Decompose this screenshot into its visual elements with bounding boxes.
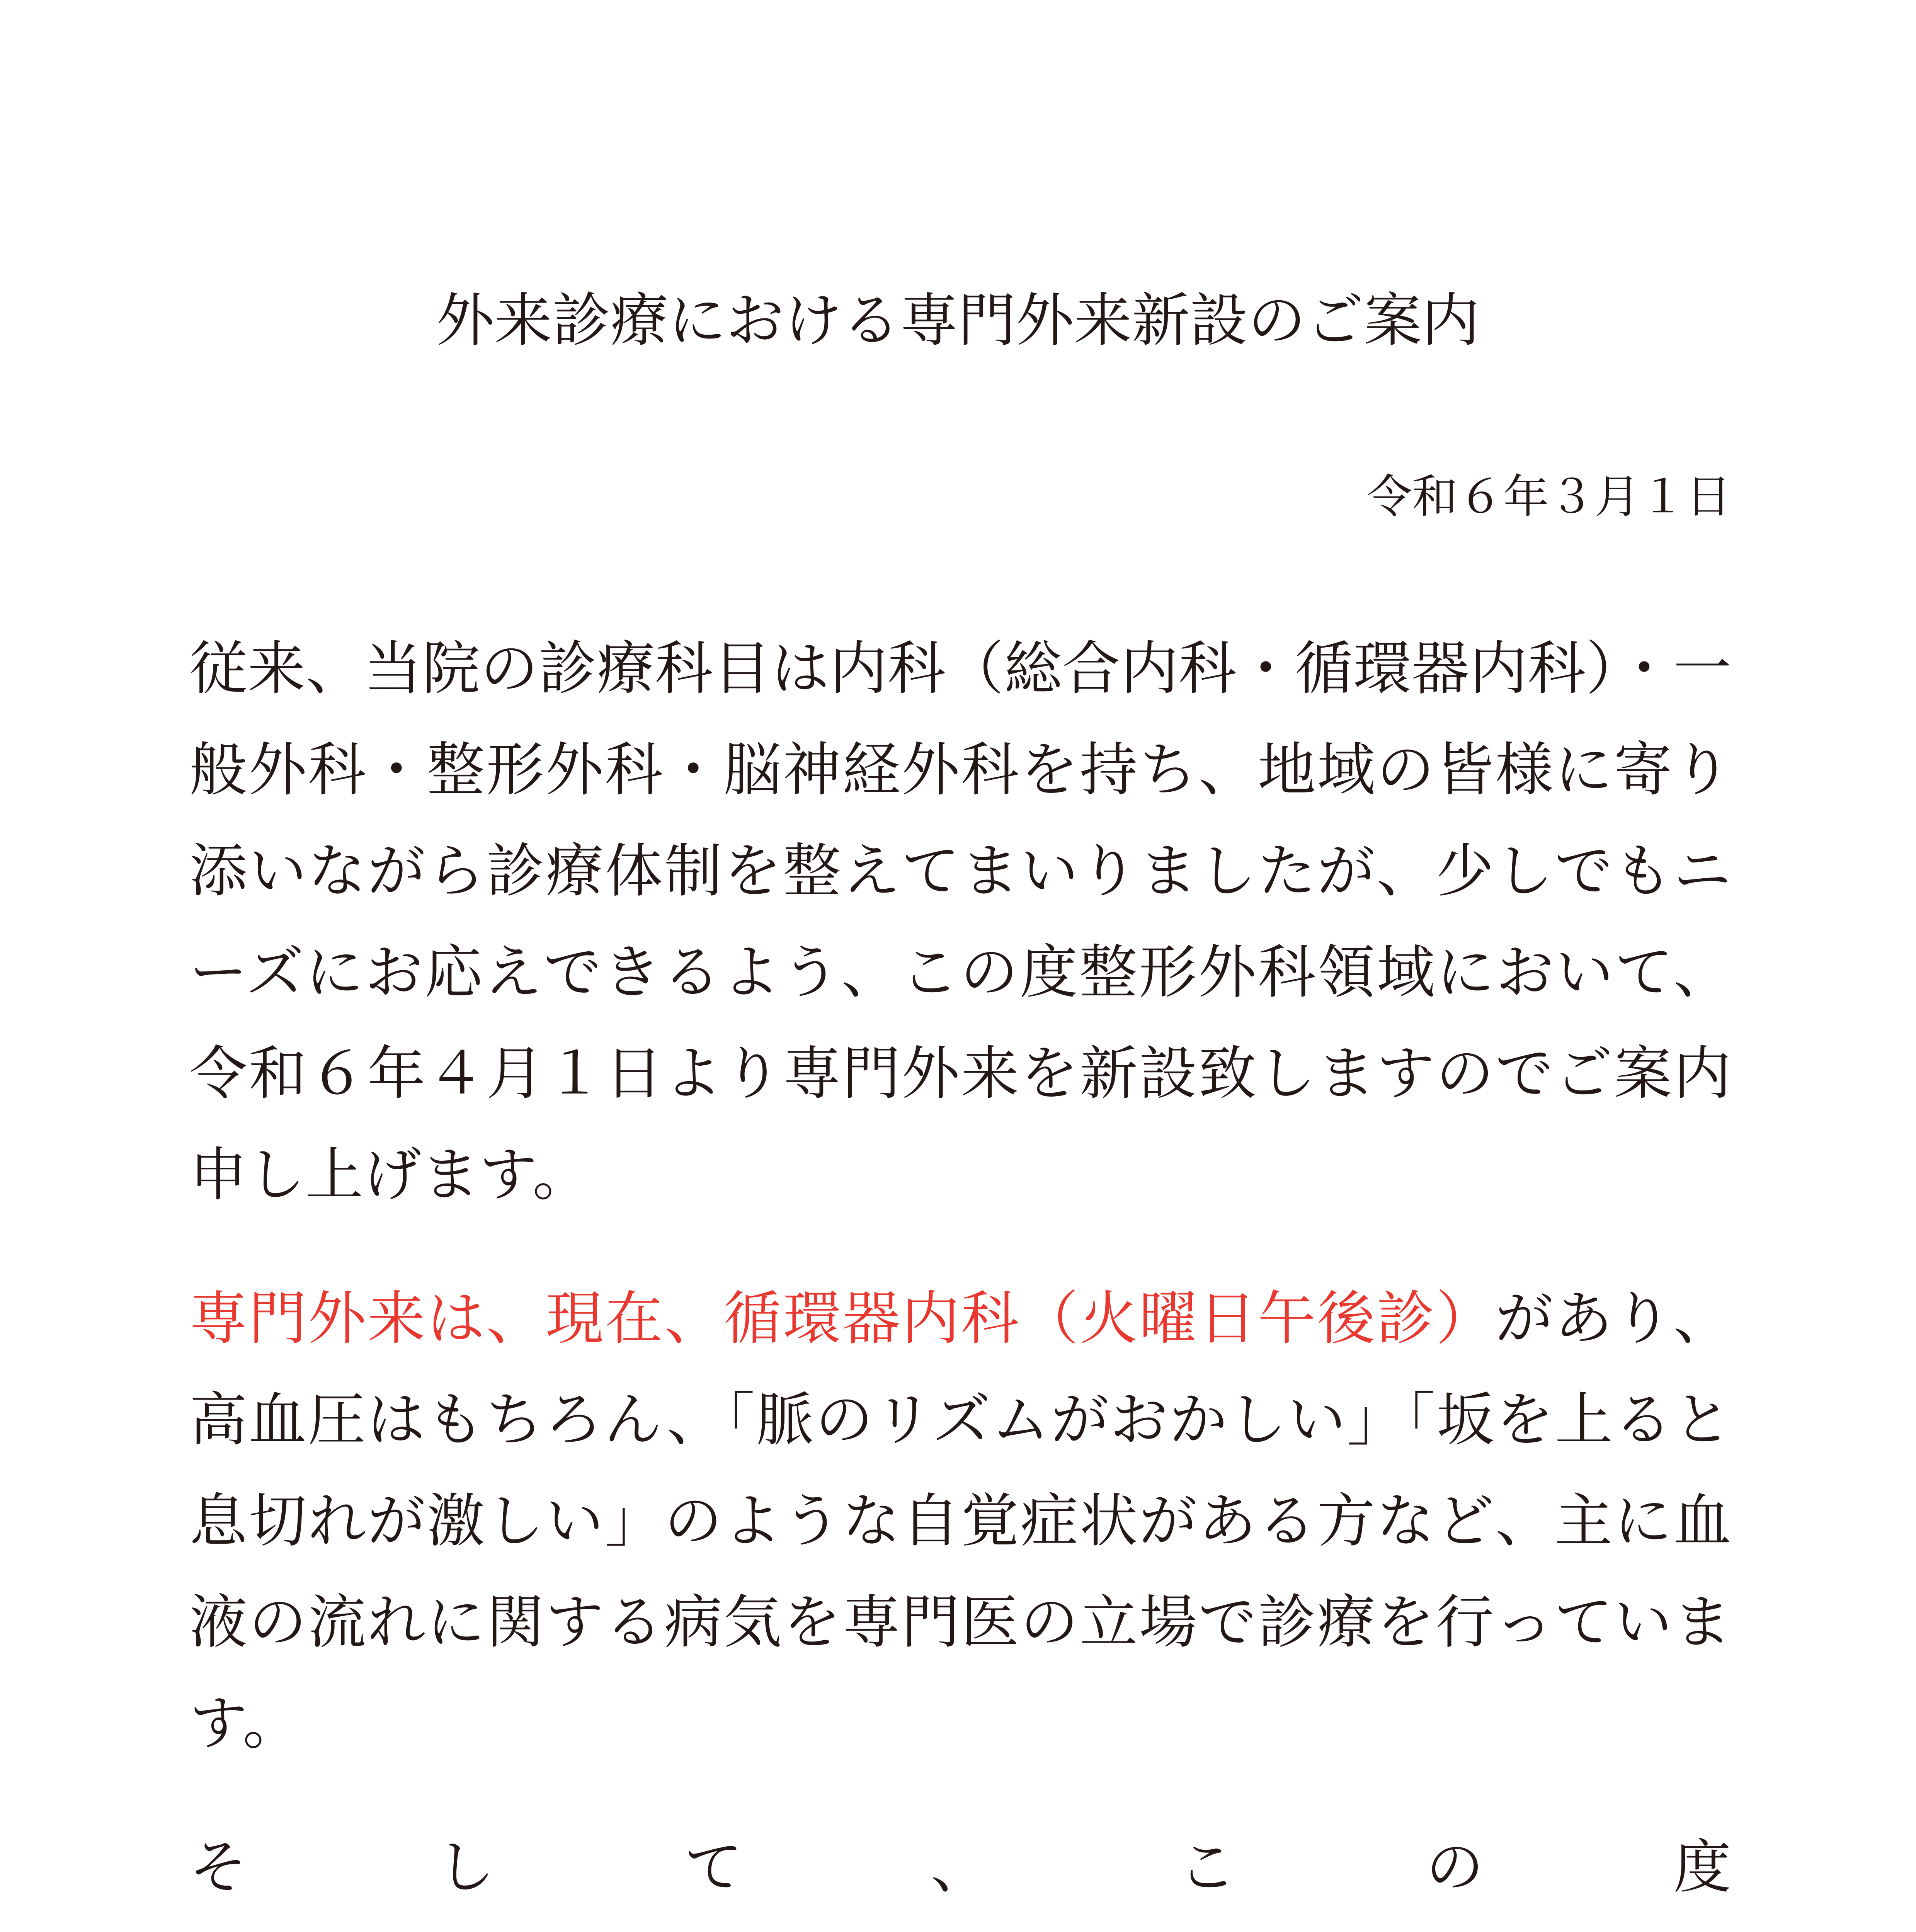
paragraph-introduction: 従来、当院の診療科目は内科（総合内科・循環器内科）・一般外科・整形外科・脳神経外科を持ち、地域の皆様に寄り添いながら診療体制を整えてまいりましたが、少しでもニーズにお応えできるよう、この度整形外科領域において、令和６年４月１日より専門外来を新設致しますのでご案内申し上げます。: [189, 635, 1731, 1209]
cardiology-clinic-highlight: 専門外来は、現在、循環器内科（火曜日午後診）: [189, 1285, 1496, 1352]
notice-date: 令和６年３月１日: [1366, 470, 1731, 523]
spine-clinic-lead: そして、この度: [189, 1834, 1731, 1901]
notice-body: [189, 618, 1731, 1932]
notice-title: 外来診療における専門外来新設のご案内: [436, 287, 1480, 354]
cardiology-clinic-text: があり、高血圧はもちろん、「脈のリズムがおかしい」「坂を上ると息切れが激しい」のような自覚症状がある方など、主に血液の流れに関する病気を専門医の立場で診療を行っています。: [189, 1285, 1731, 1757]
paragraph-cardiology-clinic: [189, 1268, 1731, 1774]
paragraph-spine-clinic: [189, 1817, 1731, 1932]
